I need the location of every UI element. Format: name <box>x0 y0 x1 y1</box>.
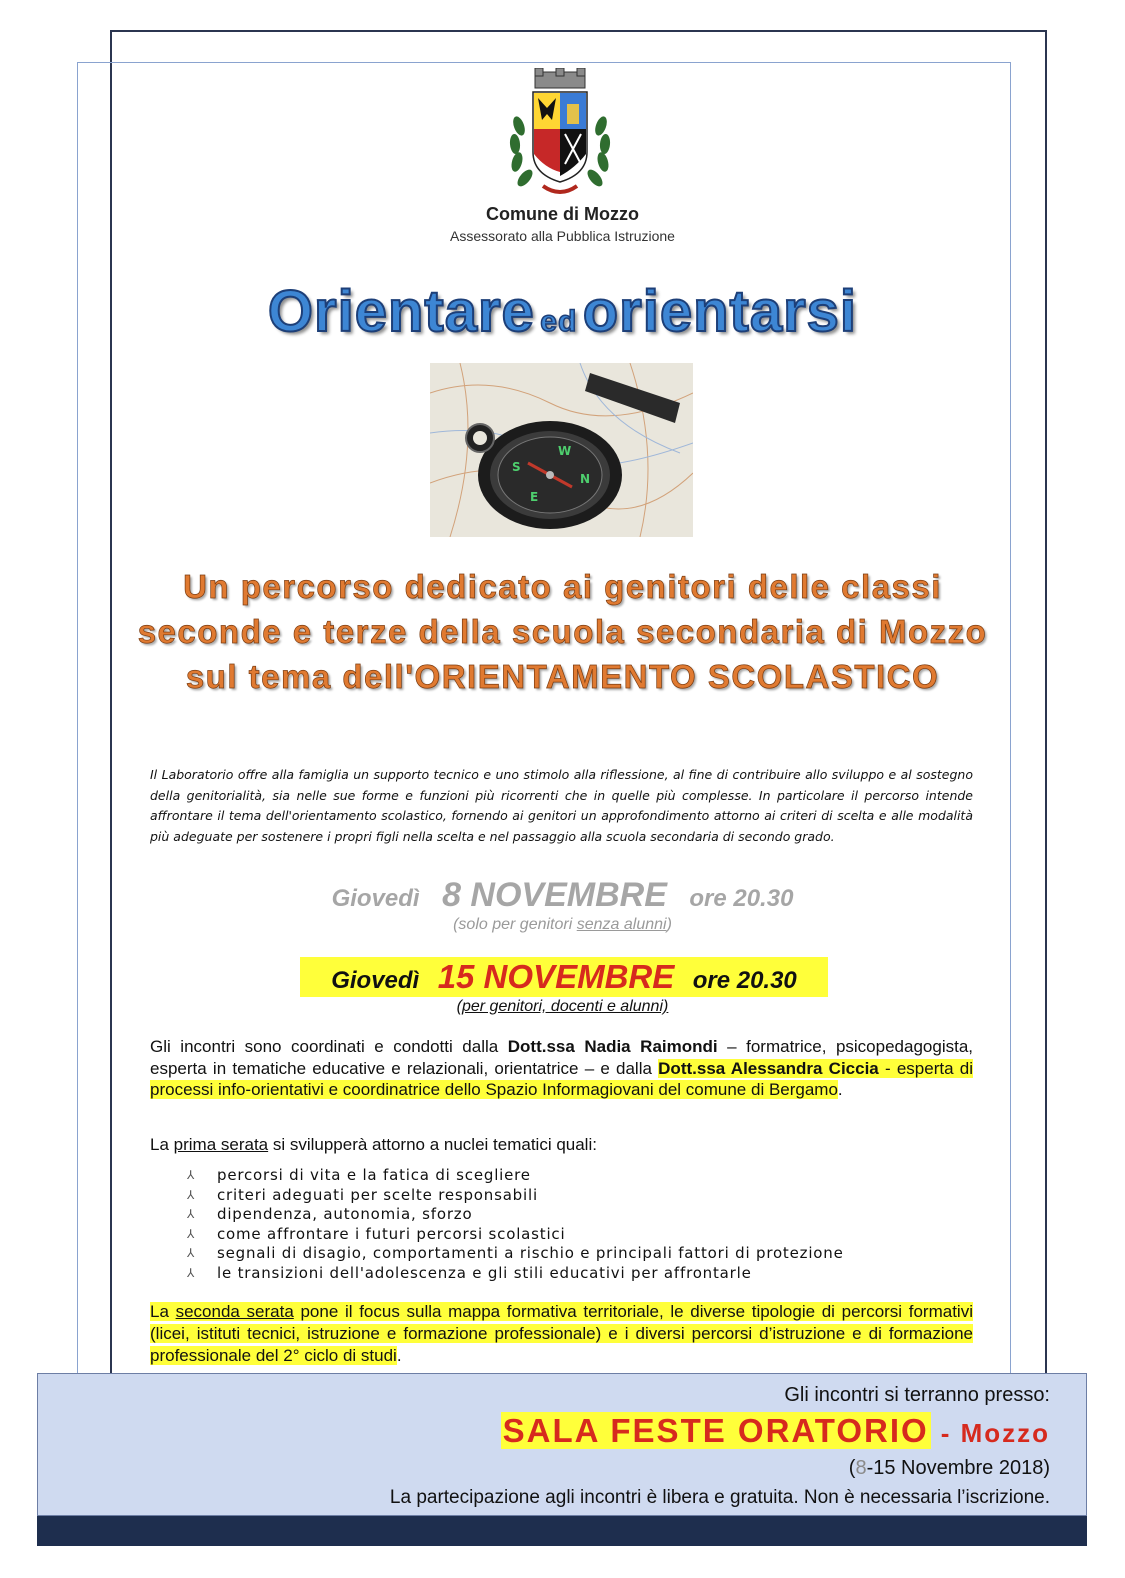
list-item <box>185 1264 844 1284</box>
topic-text: dipendenza, autonomia, sforzo <box>217 1205 473 1224</box>
event-date-1 <box>0 876 1125 915</box>
footer-bar <box>37 1516 1087 1546</box>
title-part2: orientarsi <box>582 279 858 344</box>
event1-time: ore 20.30 <box>689 885 794 912</box>
coord-text-1: Gli incontri sono coordinati e condotti dalla <box>150 1037 508 1056</box>
svg-text:E: E <box>530 490 539 504</box>
intro-paragraph: Il Laboratorio offre alla famiglia un supporto tecnico e uno stimolo alla riflessione, al fine di contribuire allo sviluppo e al sostegno della genitorialità, sia nelle sue forme e funzioni più ricorrenti che in quelle più complesse. In particolare il percorso intende affrontare il tema dell'orientamento scolastico, fornendo ai genitori un approfondimento attorno ai criteri di scelta e alle modalità più adeguate per sostenere i propri figli nella scelta e nel passaggio alla scuola secondaria di secondo grado. <box>150 767 973 844</box>
bullet-icon: ⅄ <box>187 1168 196 1182</box>
svg-text:S: S <box>512 460 521 474</box>
bullet-icon: ⅄ <box>187 1265 196 1280</box>
event1-note-underline: senza alunni <box>576 916 667 933</box>
venue <box>501 1412 1050 1450</box>
event1-weekday: Giovedì <box>331 885 420 912</box>
first-evening-intro <box>150 1135 597 1155</box>
list-item <box>185 1225 844 1245</box>
svg-text:N: N <box>580 472 591 486</box>
list-item <box>185 1205 844 1225</box>
title-connector: ed <box>540 305 578 338</box>
org-department: Assessorato alla Pubblica Istruzione <box>450 228 675 244</box>
coord-name-1: Dott.ssa Nadia Raimondi <box>507 1037 718 1056</box>
svg-text:W: W <box>558 444 572 458</box>
event1-note-suffix: ) <box>666 916 672 933</box>
venue-intro: Gli incontri si terranno presso: <box>784 1384 1050 1406</box>
dates-rest: -15 Novembre 2018) <box>866 1457 1050 1479</box>
venue-footer-box <box>37 1373 1087 1516</box>
topic-text: percorsi di vita e la fatica di scegliere <box>217 1166 531 1184</box>
topics-list <box>185 1166 844 1284</box>
bullet-icon: ⅄ <box>187 1207 196 1222</box>
venue-name: SALA FESTE ORATORIO <box>502 1412 929 1449</box>
list-item <box>185 1166 844 1186</box>
municipal-crest-emblem <box>505 68 615 203</box>
second-evening-underline: seconda serata <box>175 1302 294 1321</box>
first-evening-underline: prima serata <box>173 1135 269 1154</box>
dates-open: ( <box>848 1457 856 1479</box>
event2-time: ore 20.30 <box>692 967 797 994</box>
participation-note: La partecipazione agli incontri è libera e gratuita. Non è necessaria l’iscrizione. <box>389 1487 1050 1508</box>
second-evening-suffix: pone il focus sulla mappa formativa territoriale, le diverse tipologie di percorsi formativi (licei, istituti tecnici, istruzione e formazione professionale) e i diversi percorsi d’istruzione e di formazione professionale del 2° ciclo di studi <box>150 1302 973 1365</box>
event2-date: 15 NOVEMBRE <box>437 958 675 995</box>
second-evening-paragraph <box>150 1301 973 1367</box>
event2-note: (per genitori, docenti e alunni) <box>456 998 669 1015</box>
topic-text: criteri adeguati per scelte responsabili <box>217 1185 538 1204</box>
list-item <box>185 1186 844 1206</box>
event-dates <box>849 1457 1050 1480</box>
title-part1: Orientare <box>267 279 535 344</box>
coord-text-3: - esperta di processi info-orientativi e coordinatrice dello Spazio Informagiovani del comune di Bergamo <box>150 1058 973 1099</box>
topic-text: le transizioni dell'adolescenza e gli stili educativi per affrontarle <box>217 1263 752 1282</box>
org-name: Comune di Mozzo <box>486 204 639 224</box>
topic-text: segnali di disagio, comportamenti a rischio e principali fattori di protezione <box>217 1244 844 1263</box>
second-evening-end: . <box>396 1346 402 1365</box>
event2-weekday: Giovedì <box>331 967 420 994</box>
coord-name-2: Dott.ssa Alessandra Ciccia <box>658 1058 879 1078</box>
main-title <box>0 278 1125 345</box>
topic-text: come affrontare i futuri percorsi scolastici <box>217 1224 566 1243</box>
first-evening-suffix: si svilupperà attorno a nuclei tematici quali: <box>268 1135 597 1154</box>
bullet-icon: ⅄ <box>187 1187 196 1202</box>
second-evening-prefix: La <box>150 1302 176 1321</box>
subtitle: Un percorso dedicato ai genitori delle classi seconde e terze della scuola secondaria di Mozzo sul tema dell'ORIENTAMENTO SCOLASTICO <box>137 568 988 695</box>
bullet-icon: ⅄ <box>187 1246 196 1261</box>
first-evening-prefix: La <box>150 1135 174 1154</box>
event1-note-prefix: (solo per genitori <box>453 916 577 933</box>
coordination-paragraph <box>150 1036 973 1101</box>
coord-text-2: – formatrice, psicopedagogista, esperta in tematiche educative e relazionali, orientatrice – e dalla <box>150 1037 973 1078</box>
event1-note <box>0 916 1125 934</box>
event1-date: 8 NOVEMBRE <box>442 876 667 914</box>
compass-map-photo <box>430 363 693 537</box>
venue-town: - Mozzo <box>940 1418 1050 1448</box>
event-date-2 <box>300 957 828 997</box>
dates-grey: 8 <box>855 1457 867 1479</box>
list-item <box>185 1244 844 1264</box>
coord-text-4: . <box>837 1080 843 1099</box>
bullet-icon: ⅄ <box>187 1226 196 1241</box>
